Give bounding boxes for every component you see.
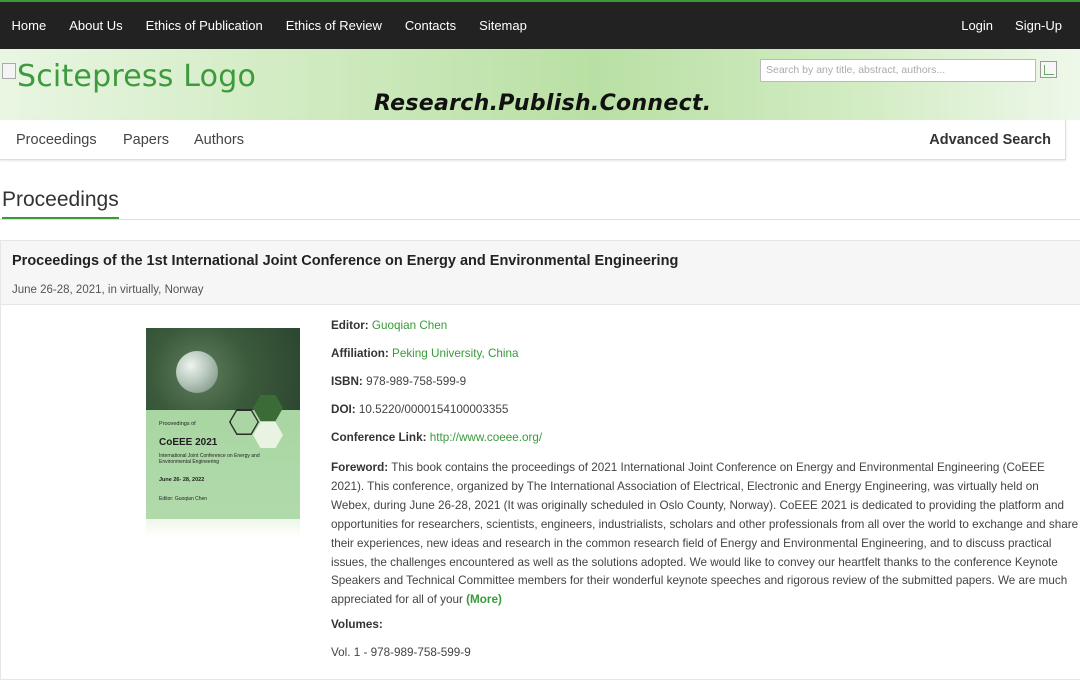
section-nav [0,120,1066,160]
nav-about-link[interactable]: About Us [69,18,123,33]
broken-image-icon [2,63,16,79]
hexagon-shape [253,422,283,448]
editor-label: Editor: [331,319,369,332]
affiliation-label: Affiliation: [331,347,389,360]
foreword-text: This book contains the proceedings of 2021 International Joint Conference on Energy and Environmental Engineering (CoEEE 2021). This conference, organized by The International Association of Electrical, Electronic and Energy Engineering, was virtually held on Webex, during June 26-28, 2021 (It was originally scheduled in Oslo County, Norway). CoEEE 2021 is dedicated to providing the platform and opportunities for researchers, scientists, engineers, industrialists, scholars and other professionals from all over the world to exchange and share their experiences, new ideas and research in the common research field of Energy and Environmental Engineering, and to discuss practical issues, the challenges encountered as well as the solutions adopted. We would like to convey our heartfelt thanks to the conference Keynote Speakers and Technical Committee members for their wonderful keynote speeches and rigorous review of the submitted papers. We are much appreciated for all of your [331,461,1079,607]
foreword [331,459,1079,610]
proceeding-panel [0,240,1080,680]
top-nav-left [0,2,538,49]
proceeding-title[interactable]: Proceedings of the 1st International Joint Conference on Energy and Environmental Engineering [12,253,679,269]
cover-reflection [146,519,300,537]
affiliation-row [331,347,518,360]
volumes-label: Volumes: [331,618,383,631]
top-navbar [0,0,1080,49]
nav-ethics-review-link[interactable]: Ethics of Review [285,18,382,33]
cover-text: International Joint Conference on Energy and Environmental Engineering [159,453,260,465]
signup-link[interactable]: Sign-Up [1015,18,1062,33]
site-tagline: Research.Publish.Connect. [374,91,712,116]
tab-proceedings[interactable]: Proceedings [16,132,97,148]
cover-text: CoEEE 2021 [159,437,218,448]
site-logo[interactable] [2,59,256,94]
proceeding-date-place: June 26-28, 2021, in virtually, Norway [12,284,204,296]
title-divider [0,219,1080,220]
tab-authors[interactable]: Authors [194,132,244,148]
cover-text: Proceedings of [159,421,196,427]
cover-text: June 26- 28, 2022 [159,477,205,483]
nav-home-link[interactable]: Home [11,18,47,33]
conference-link-label: Conference Link: [331,431,427,444]
volume-link[interactable]: Vol. 1 - 978-989-758-599-9 [331,646,471,659]
more-link[interactable]: (More) [466,593,502,607]
foreword-label: Foreword: [331,461,389,474]
isbn-label: ISBN: [331,375,363,388]
conference-link[interactable]: http://www.coeee.org/ [429,431,543,444]
isbn-value: 978-989-758-599-9 [366,375,467,388]
conference-link-row [331,431,542,444]
top-nav-right [939,2,1062,49]
page-title: Proceedings [2,188,119,219]
advanced-search-link[interactable]: Advanced Search [929,132,1051,148]
search-input[interactable]: Search by any title, abstract, authors... [760,59,1036,82]
logo-alt-text: Scitepress Logo [17,59,257,94]
nav-ethics-publication-link[interactable]: Ethics of Publication [145,18,263,33]
editor-row [331,319,447,332]
editor-link[interactable]: Guoqian Chen [371,319,448,332]
login-link[interactable]: Login [961,18,994,33]
isbn-row [331,375,466,388]
doi-row [331,403,508,416]
site-banner [0,49,1080,120]
doi-value: 10.5220/0000154100003355 [358,403,509,416]
volumes-row [331,618,383,631]
volume-item[interactable] [331,646,471,659]
cover-text: Editor: Guoqian Chen [159,496,208,502]
tab-papers[interactable]: Papers [123,132,169,148]
nav-sitemap-link[interactable]: Sitemap [479,18,527,33]
search-button-icon[interactable] [1040,61,1057,78]
nav-contacts-link[interactable]: Contacts [404,18,457,33]
affiliation-link[interactable]: Peking University, China [392,347,519,360]
doi-label: DOI: [331,403,356,416]
globe-icon [176,351,218,393]
proceeding-header [1,241,1080,305]
proceeding-cover-image[interactable] [146,328,300,519]
